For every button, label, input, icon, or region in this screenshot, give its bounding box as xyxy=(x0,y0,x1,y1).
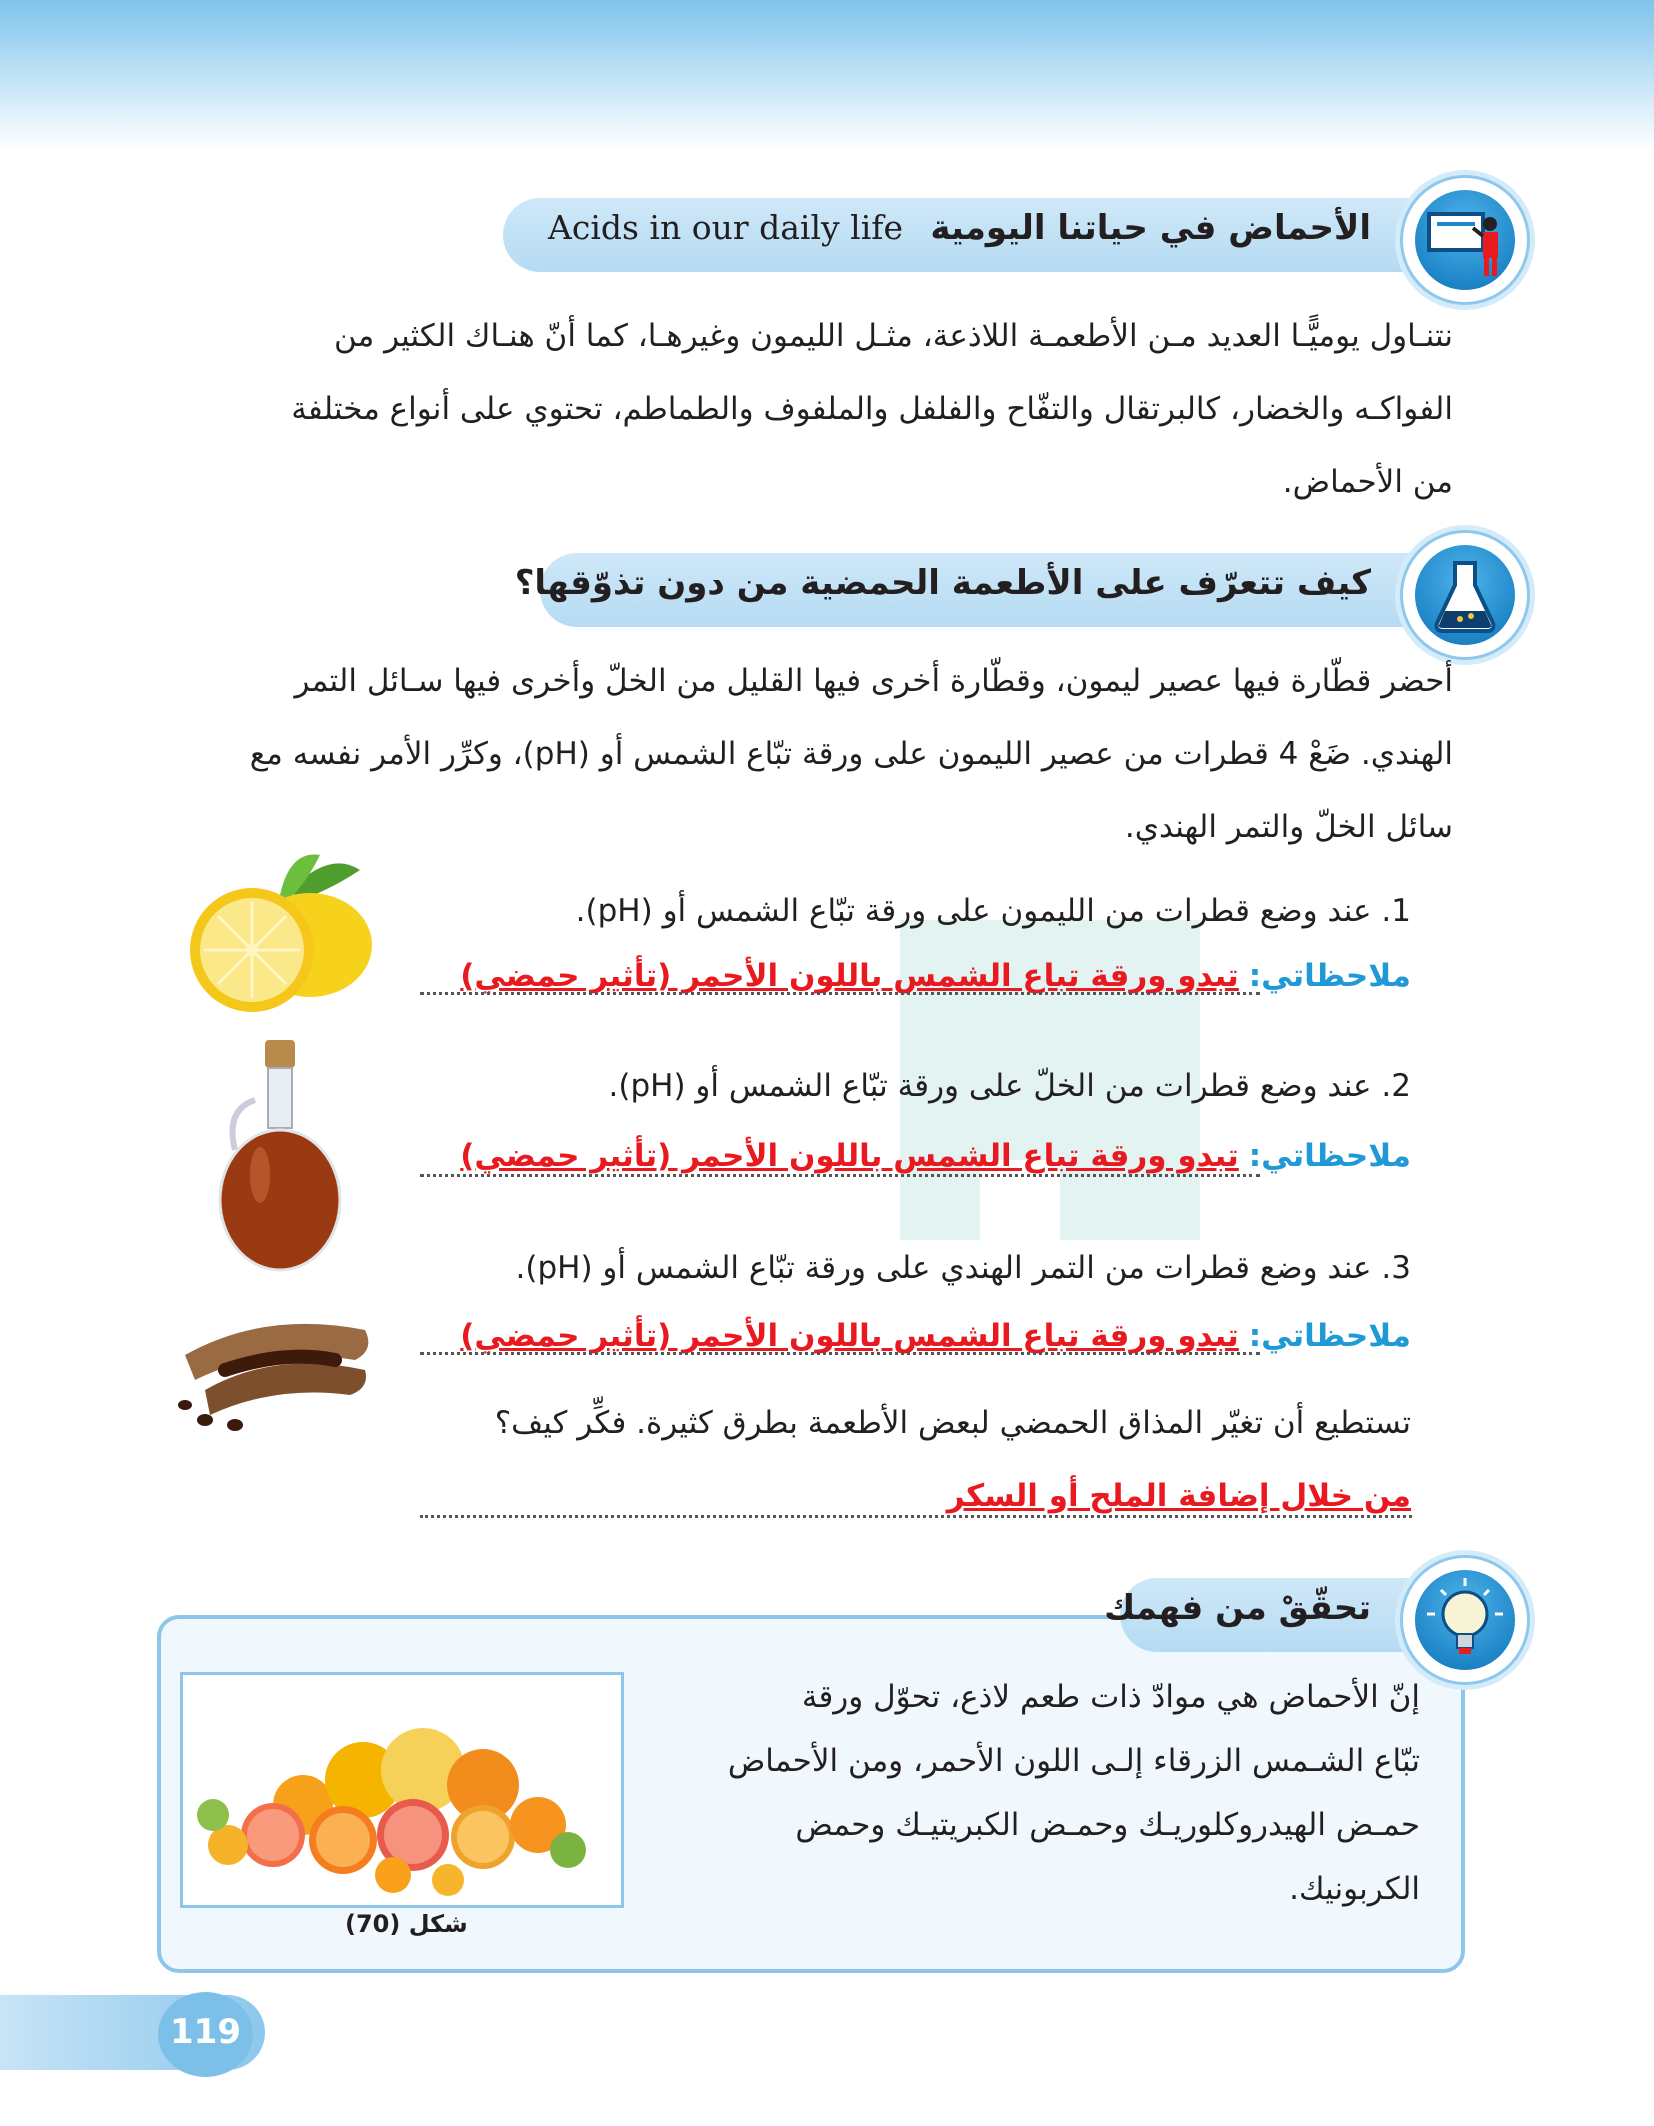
paragraph-line: أحضر قطّارة فيها عصير ليمون، وقطّارة أخرى فيها القليل من الخلّ وأخرى فيها سـائل التمر xyxy=(294,663,1453,699)
section1-badge xyxy=(1400,175,1530,305)
answer-line xyxy=(420,992,1260,995)
citrus-fruits-image xyxy=(183,1675,621,1905)
answer-line xyxy=(420,1352,1260,1355)
question-text: تستطيع أن تغيّر المذاق الحمضي لبعض الأطعمة بطرق كثيرة. فكِّر كيف؟ xyxy=(494,1405,1411,1441)
note-label: ملاحظاتي: xyxy=(1248,958,1411,994)
step-2-note xyxy=(460,1138,1411,1174)
paragraph-line: تبّاع الشـمس الزرقاء إلـى اللون الأحمر، ومن الأحماض xyxy=(727,1743,1420,1779)
answer-line xyxy=(420,1515,1412,1518)
section1-title-en: Acids in our daily life xyxy=(548,208,903,247)
paragraph-line: نتنـاول يوميًّـا العديد مـن الأطعمـة اللاذعة، مثـل الليمون وغيرهـا، كما أنّ هنـاك الكثير من xyxy=(334,318,1453,354)
answer-line xyxy=(420,1174,1260,1177)
vinegar-bottle-image xyxy=(215,1040,345,1275)
paragraph-line: الهندي. ضَعْ 4 قطرات من عصير الليمون على ورقة تبّاع الشمس أو (pH)، وكرِّر الأمر نفسه مع xyxy=(249,736,1453,772)
step-1-note xyxy=(460,958,1411,994)
paragraph-line: من الأحماض. xyxy=(1282,464,1453,500)
top-gradient-band xyxy=(0,0,1654,150)
step-3-answer: تبدو ورقة تباع الشمس باللون الأحمر (تأثير حمضي) xyxy=(460,1318,1239,1354)
note-label: ملاحظاتي: xyxy=(1248,1138,1411,1174)
paragraph-line: الفواكـه والخضار، كالبرتقال والتفّاح والفلفل والملفوف والطماطم، تحتوي على أنواع مختلفة xyxy=(291,391,1453,427)
note-label: ملاحظاتي: xyxy=(1248,1318,1411,1354)
lemon-image xyxy=(180,850,380,1020)
paragraph-line: إنّ الأحماض هي موادّ ذات طعم لاذع، تحوّل ورقة xyxy=(801,1679,1420,1715)
section3-title: تحقّقْ من فهمك xyxy=(1104,1588,1371,1628)
section2-badge xyxy=(1400,530,1530,660)
section3-paragraph xyxy=(640,1665,1420,1921)
page-number: 119 xyxy=(170,2012,241,2052)
paragraph-line: الكربونيك. xyxy=(1289,1871,1420,1907)
step-3-text: 3. عند وضع قطرات من التمر الهندي على ورقة تبّاع الشمس أو (pH). xyxy=(515,1250,1411,1286)
step-1-answer: تبدو ورقة تباع الشمس باللون الأحمر (تأثير حمضي) xyxy=(460,958,1239,994)
section1-paragraph xyxy=(157,300,1453,519)
section2-title: كيف تتعرّف على الأطعمة الحمضية من دون تذوّقها؟ xyxy=(514,563,1371,603)
step-2-answer: تبدو ورقة تباع الشمس باللون الأحمر (تأثير حمضي) xyxy=(460,1138,1239,1174)
step-2-text: 2. عند وضع قطرات من الخلّ على ورقة تبّاع الشمس أو (pH). xyxy=(608,1068,1411,1104)
figure-caption: شكل (70) xyxy=(345,1910,468,1938)
section2-paragraph xyxy=(157,645,1453,864)
step-1-text: 1. عند وضع قطرات من الليمون على ورقة تبّاع الشمس أو (pH). xyxy=(575,893,1411,929)
paragraph-line: سائل الخلّ والتمر الهندي. xyxy=(1124,809,1453,845)
teacher-board-icon xyxy=(1415,190,1515,290)
flask-icon xyxy=(1415,545,1515,645)
section1-title-ar: الأحماض في حياتنا اليومية xyxy=(930,208,1371,248)
question-answer: من خلال إضافة الملح أو السكر xyxy=(946,1478,1411,1514)
tamarind-image xyxy=(165,1300,385,1435)
step-3-note xyxy=(460,1318,1411,1354)
lightbulb-icon xyxy=(1415,1570,1515,1670)
figure-70-frame xyxy=(180,1672,624,1908)
paragraph-line: حمـض الهيدروكلوريـك وحمـض الكبريتيـك وحمض xyxy=(795,1807,1420,1843)
